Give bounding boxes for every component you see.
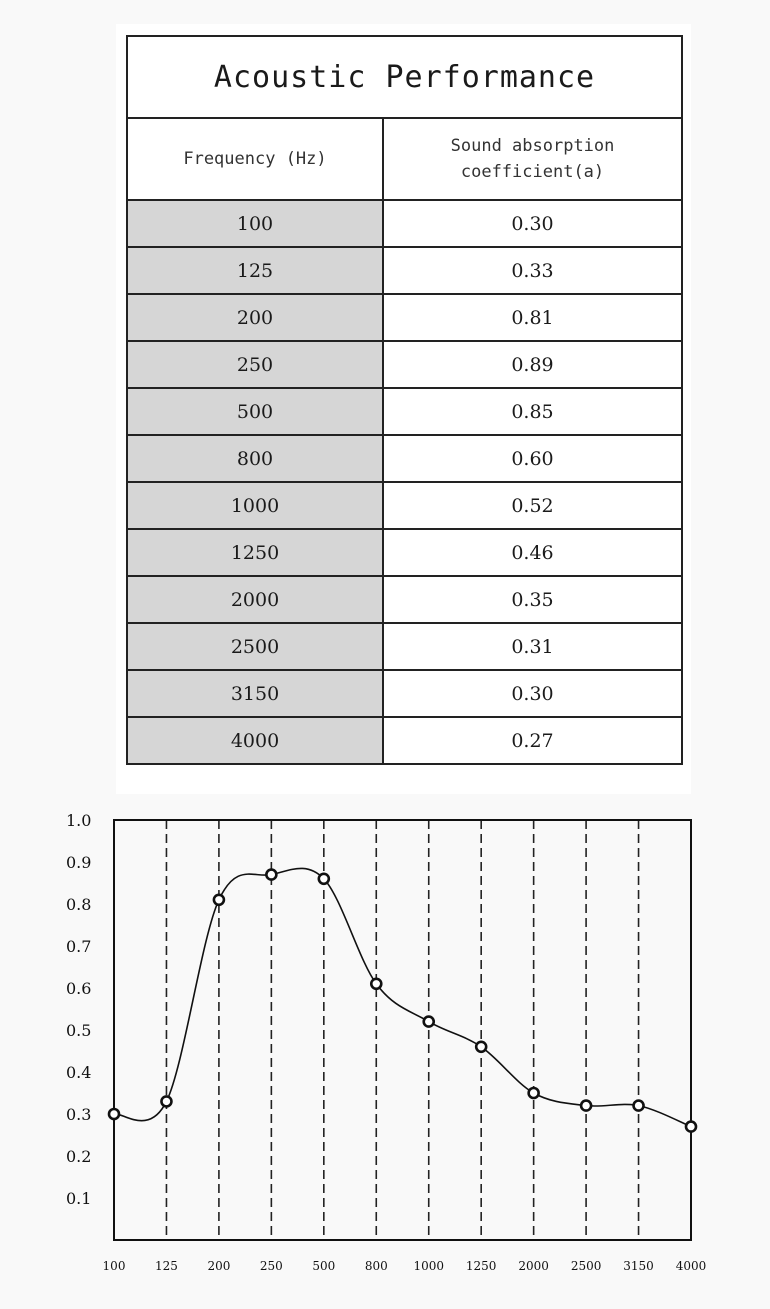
y-tick-label: 1.0 [66, 811, 92, 830]
table-row [127, 670, 682, 717]
coefficient-header [383, 118, 682, 200]
y-tick-label: 0.5 [66, 1021, 92, 1040]
frequency-cell: 125 [127, 247, 383, 294]
x-tick-label: 125 [155, 1259, 178, 1273]
coefficient-cell: 0.33 [383, 247, 682, 294]
frequency-cell: 1250 [127, 529, 383, 576]
coefficient-cell: 0.27 [383, 717, 682, 764]
table-row [127, 717, 682, 764]
y-tick-label: 0.9 [66, 853, 92, 872]
x-tick-label: 200 [207, 1259, 231, 1273]
coefficient-header-line2: coefficient(a) [460, 162, 605, 182]
x-tick-label: 1000 [413, 1259, 445, 1273]
x-tick-label: 3150 [623, 1259, 654, 1273]
coefficient-cell: 0.46 [383, 529, 682, 576]
y-tick-label: 0.1 [66, 1189, 92, 1208]
x-tick-label: 100 [102, 1259, 126, 1273]
table-row [127, 247, 682, 294]
y-tick-label: 0.2 [66, 1147, 92, 1166]
x-tick-label: 500 [312, 1259, 336, 1273]
table-row [127, 435, 682, 482]
coefficient-cell: 0.35 [383, 576, 682, 623]
data-point [634, 1101, 644, 1111]
data-point [529, 1088, 539, 1098]
frequency-header: Frequency (Hz) [127, 118, 383, 200]
x-tick-label: 800 [364, 1259, 388, 1273]
y-tick-label: 0.7 [66, 937, 92, 956]
data-point [371, 979, 381, 989]
coefficient-cell: 0.31 [383, 623, 682, 670]
frequency-cell: 3150 [127, 670, 383, 717]
frequency-cell: 500 [127, 388, 383, 435]
acoustic-performance-table [126, 35, 683, 765]
data-point [214, 895, 224, 905]
series-line [114, 868, 691, 1126]
coefficient-header-line1: Sound absorption [450, 136, 615, 156]
table-row [127, 623, 682, 670]
y-tick-label: 0.6 [66, 979, 92, 998]
y-tick-label: 0.4 [66, 1063, 92, 1082]
data-point [476, 1042, 486, 1052]
coefficient-cell: 0.60 [383, 435, 682, 482]
frequency-cell: 800 [127, 435, 383, 482]
x-tick-label: 1250 [465, 1259, 497, 1273]
y-tick-label: 0.3 [66, 1105, 92, 1124]
frequency-cell: 2500 [127, 623, 383, 670]
table-row [127, 529, 682, 576]
coefficient-cell: 0.89 [383, 341, 682, 388]
data-point [109, 1109, 119, 1119]
frequency-cell: 1000 [127, 482, 383, 529]
table-row [127, 341, 682, 388]
y-tick-label: 0.8 [66, 895, 92, 914]
coefficient-cell: 0.85 [383, 388, 682, 435]
absorption-chart [0, 800, 770, 1309]
coefficient-cell: 0.30 [383, 200, 682, 247]
table-row [127, 200, 682, 247]
x-tick-label: 4000 [675, 1259, 707, 1273]
table-row [127, 294, 682, 341]
data-point [266, 870, 276, 880]
frequency-cell: 250 [127, 341, 383, 388]
frequency-cell: 200 [127, 294, 383, 341]
coefficient-cell: 0.30 [383, 670, 682, 717]
coefficient-cell: 0.52 [383, 482, 682, 529]
x-tick-label: 2500 [570, 1259, 602, 1273]
frequency-cell: 100 [127, 200, 383, 247]
data-point [161, 1096, 171, 1106]
table-row [127, 576, 682, 623]
coefficient-cell: 0.81 [383, 294, 682, 341]
plot-frame [114, 820, 691, 1240]
table-row [127, 388, 682, 435]
data-point [319, 874, 329, 884]
frequency-cell: 2000 [127, 576, 383, 623]
data-point [424, 1017, 434, 1027]
x-tick-label: 2000 [518, 1259, 549, 1273]
table-row [127, 482, 682, 529]
frequency-cell: 4000 [127, 717, 383, 764]
x-tick-label: 250 [259, 1259, 283, 1273]
table-title: Acoustic Performance [127, 36, 682, 118]
data-point [581, 1101, 591, 1111]
data-point [686, 1122, 696, 1132]
